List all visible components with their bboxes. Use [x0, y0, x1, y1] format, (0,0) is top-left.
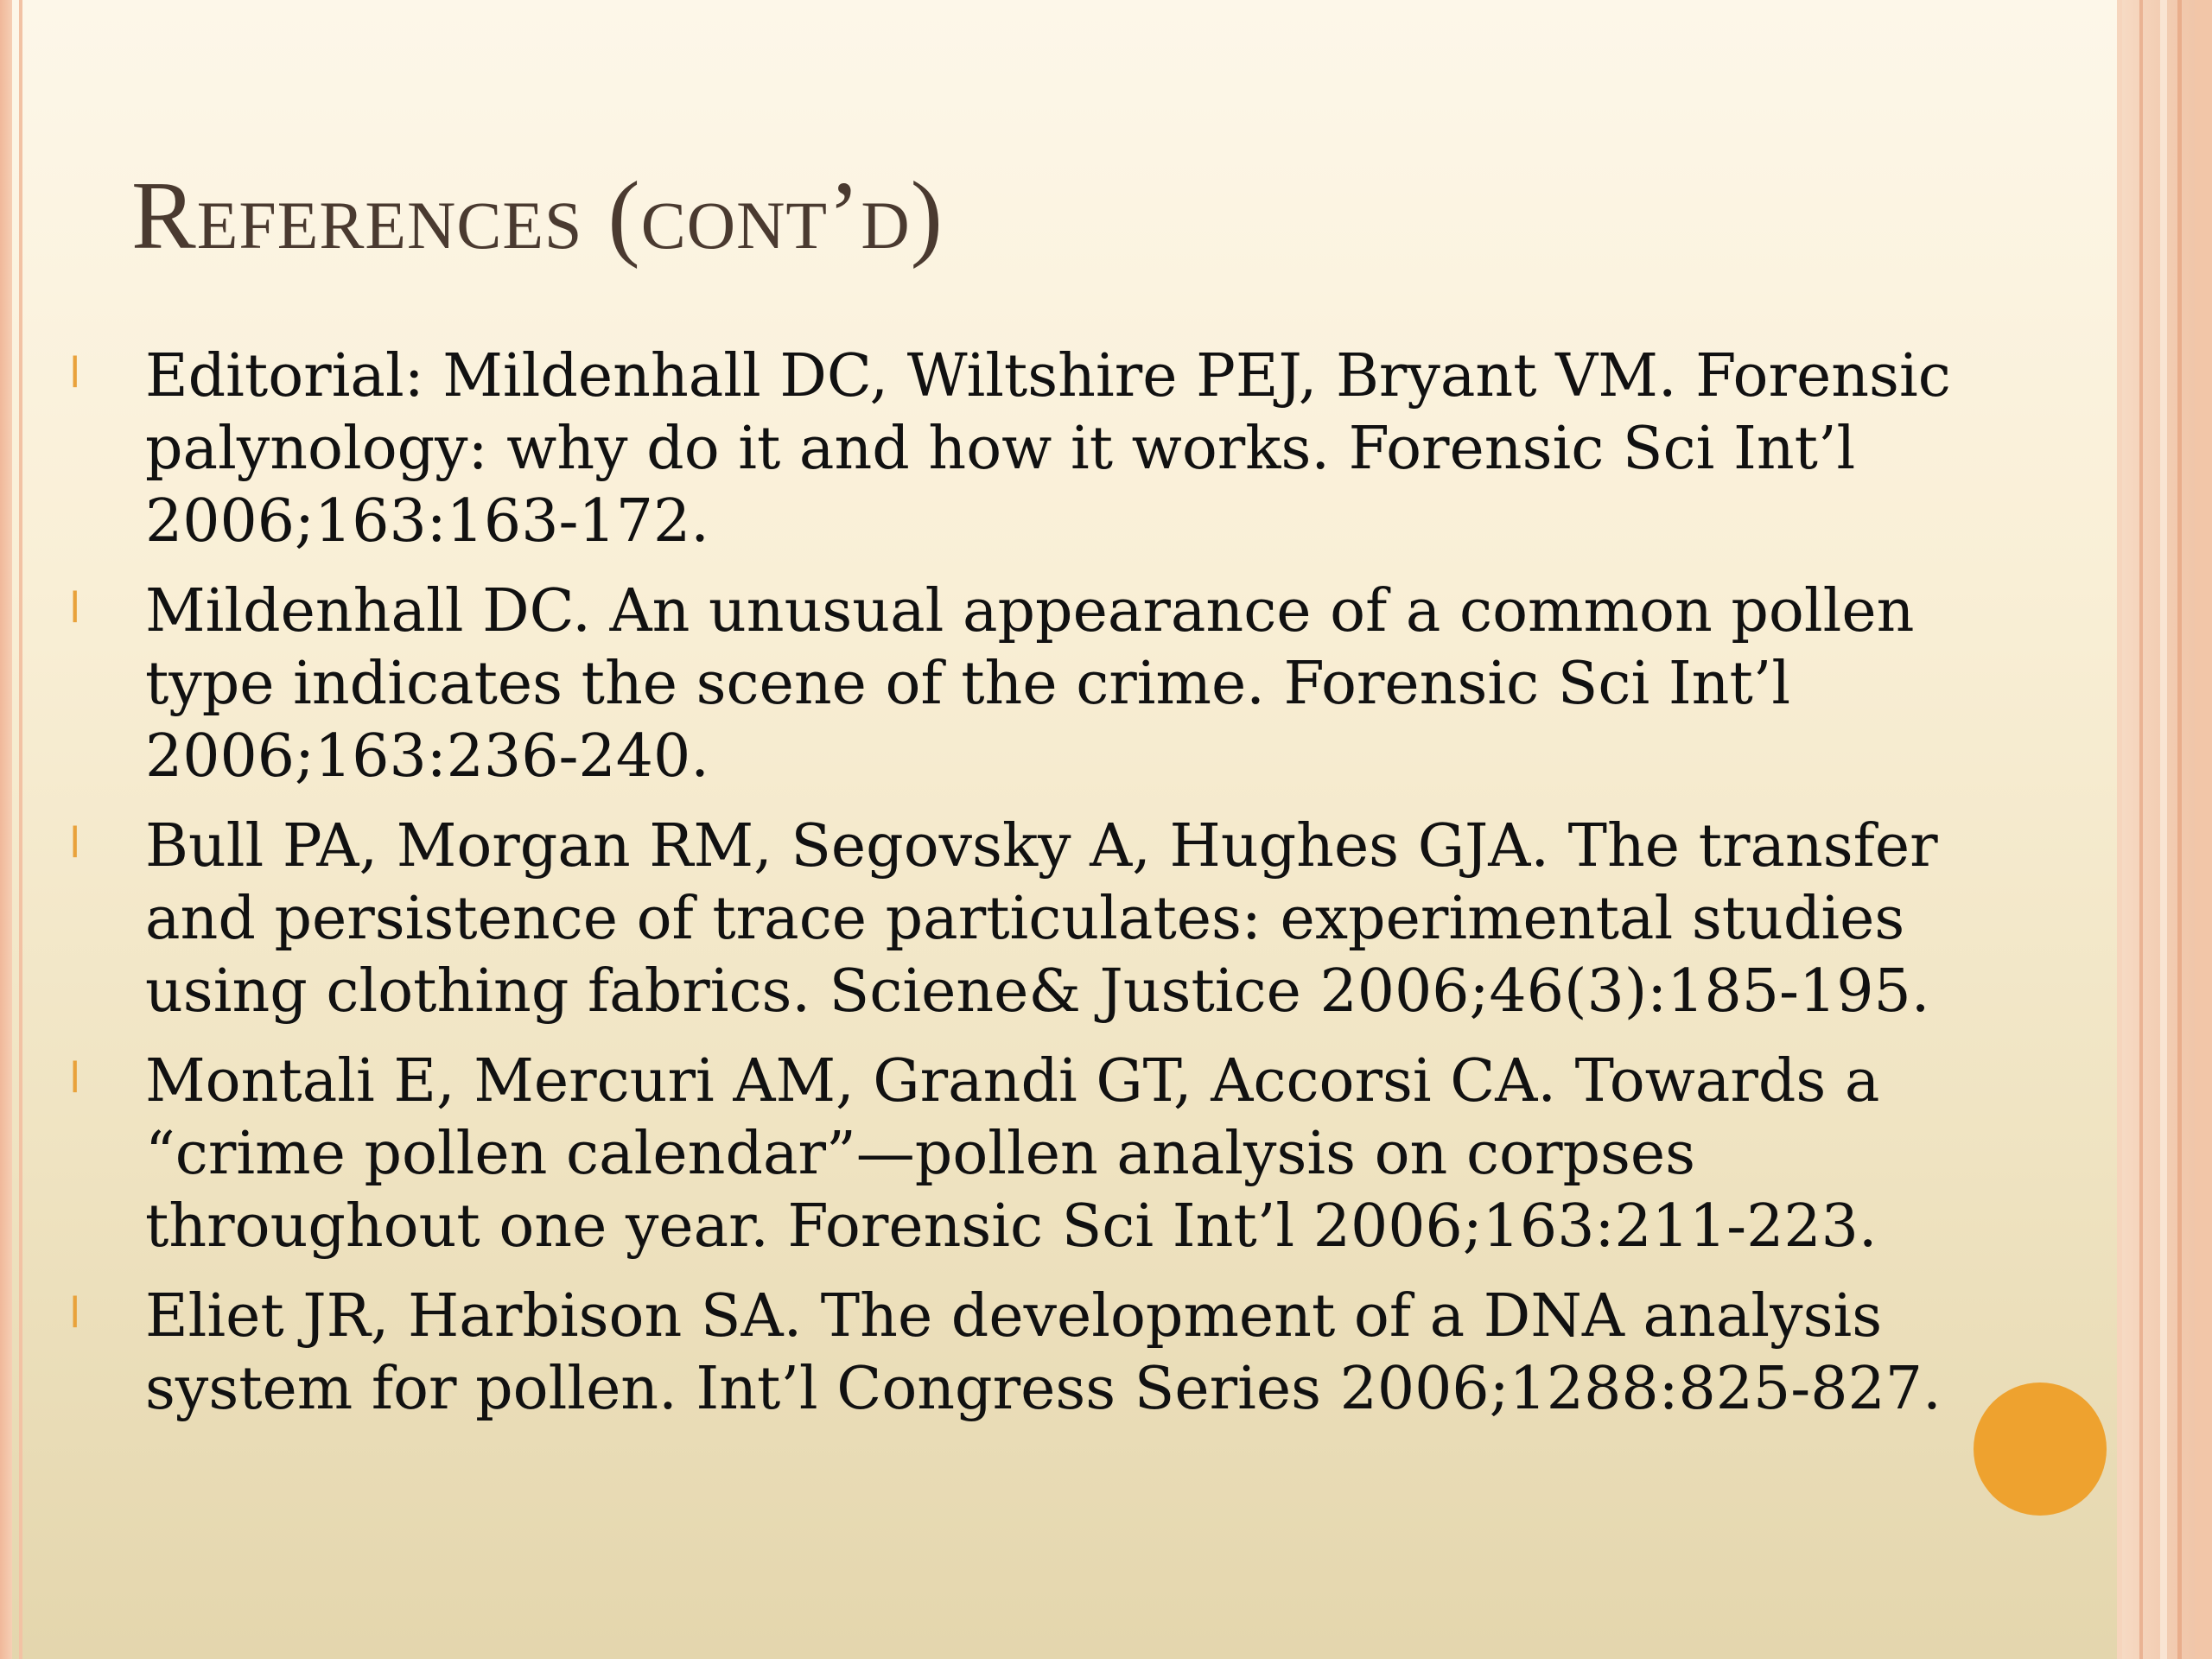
- right-border-line: [2177, 0, 2182, 1659]
- bullet-icon: l: [69, 1054, 81, 1103]
- slide-title: References (cont’d): [131, 162, 944, 270]
- right-border-line: [2139, 0, 2143, 1659]
- right-border-line: [2160, 0, 2167, 1659]
- reference-text: Montali E, Mercuri AM, Grandi GT, Accorsi CA. Towards a “crime pollen calendar”—pollen analysis on corpses throughout one year. Forensic Sci Int’l 2006;163:211-223.: [145, 1047, 1880, 1261]
- reference-item: [69, 340, 1996, 558]
- right-border-line: [2117, 0, 2122, 1659]
- bullet-icon: l: [69, 1289, 81, 1338]
- bullet-icon: l: [69, 819, 81, 868]
- references-list: [69, 340, 1996, 1443]
- left-border-strip: [0, 0, 12, 1659]
- bullet-icon: l: [69, 584, 81, 632]
- reference-text: Bull PA, Morgan RM, Segovsky A, Hughes GJA. The transfer and persistence of trace particulates: experimental studies using clothing fabrics. Sciene& Justice 2006;46(3):185-195.: [145, 812, 1938, 1026]
- bullet-icon: l: [69, 349, 81, 397]
- reference-item: [69, 810, 1996, 1028]
- orange-circle-decoration: [1974, 1382, 2107, 1516]
- right-border-line: [2195, 0, 2212, 1659]
- reference-item: [69, 575, 1996, 793]
- reference-text: Eliet JR, Harbison SA. The development of a DNA analysis system for pollen. Int’l Congress Series 2006;1288:825-827.: [145, 1282, 1942, 1423]
- reference-item: [69, 1046, 1996, 1263]
- reference-item: [69, 1281, 1996, 1426]
- left-border-line: [19, 0, 22, 1659]
- reference-text: Mildenhall DC. An unusual appearance of a common pollen type indicates the scene of the crime. Forensic Sci Int’l 2006;163:236-240.: [145, 577, 1915, 791]
- reference-text: Editorial: Mildenhall DC, Wiltshire PEJ, Bryant VM. Forensic palynology: why do it and how it works. Forensic Sci Int’l 2006;163:163-172.: [145, 342, 1951, 556]
